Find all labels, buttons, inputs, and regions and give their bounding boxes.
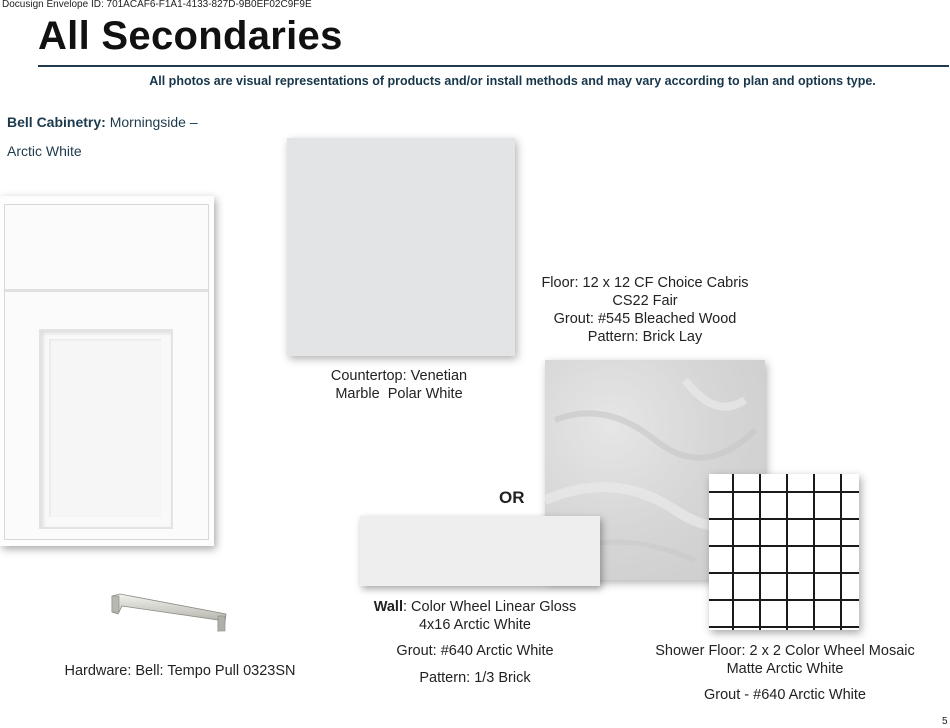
countertop-caption (299, 367, 499, 403)
wall-label: Wall (373, 599, 403, 615)
hardware-caption: Hardware: Bell: Tempo Pull 0323SN (64, 663, 296, 679)
wall-grout: Grout: #640 Arctic White (396, 643, 554, 659)
floor-caption-line2: CS22 Fair (612, 293, 678, 309)
cabinetry-line2: Arctic White (7, 143, 82, 159)
page-title: All Secondaries (38, 14, 343, 58)
shower-floor-caption-line2: Matte Arctic White (726, 661, 844, 677)
shower-floor-caption (640, 642, 930, 678)
page-number: 5 (942, 716, 948, 727)
cabinetry-label: Bell Cabinetry: (7, 114, 106, 130)
wall-caption-line2: 4x16 Arctic White (418, 617, 531, 633)
floor-caption-line4: Pattern: Brick Lay (587, 329, 703, 345)
disclaimer: All photos are visual representations of products and/or install methods and may vary according to plan and options type. (149, 74, 876, 88)
countertop-caption-line2: Marble Polar White (335, 386, 463, 402)
countertop-caption-line1: Countertop: Venetian (330, 368, 468, 384)
envelope-id: Docusign Envelope ID: 701ACAF6-F1A1-4133-827D-9B0EF02C9F9E (2, 0, 312, 10)
cabinet-door-image (0, 196, 214, 546)
drawer-pull-icon (108, 592, 230, 636)
shower-mosaic-swatch (709, 474, 859, 630)
cabinet-door-rail (5, 289, 208, 292)
shower-floor-grout: Grout - #640 Arctic White (704, 687, 866, 703)
shower-floor-caption-line1: Shower Floor: 2 x 2 Color Wheel Mosaic (655, 643, 915, 659)
wall-caption-line1 (350, 598, 600, 616)
floor-caption-line1: Floor: 12 x 12 CF Choice Cabris (541, 275, 749, 291)
cabinet-door-panel (39, 329, 173, 529)
drawer-pull-image (108, 592, 230, 636)
mosaic-grid (709, 474, 859, 630)
cabinetry-line1 (7, 114, 198, 130)
wall-caption (350, 598, 600, 634)
wall-caption-line1-rest: : Color Wheel Linear Gloss (403, 599, 577, 615)
countertop-swatch (287, 138, 515, 356)
floor-caption-line3: Grout: #545 Bleached Wood (553, 311, 737, 327)
floor-caption (520, 274, 770, 346)
wall-tile-swatch (360, 516, 600, 586)
wall-pattern: Pattern: 1/3 Brick (419, 670, 531, 686)
or-label: OR (499, 488, 525, 507)
cabinet-door-inset (49, 339, 161, 517)
cabinet-door-frame (4, 204, 209, 540)
title-divider (38, 65, 949, 67)
cabinetry-value: Morningside – (109, 114, 198, 130)
